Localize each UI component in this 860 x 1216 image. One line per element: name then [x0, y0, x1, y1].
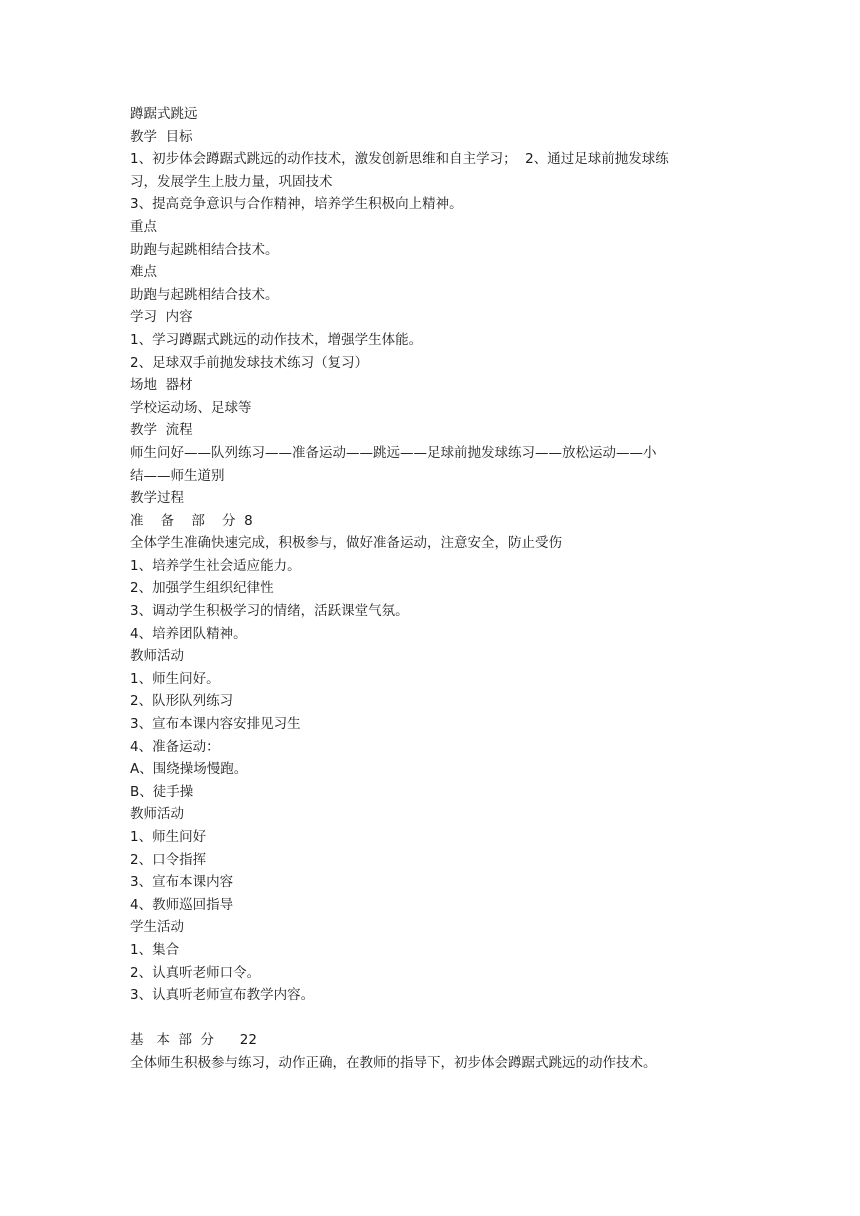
text-line: 2、口令指挥	[130, 851, 207, 868]
text-line: 1、学习蹲踞式跳远的动作技术，增强学生体能。	[130, 331, 423, 348]
text-line: 全体学生准确快速完成，积极参与，做好准备运动，注意安全，防止受伤	[130, 535, 562, 552]
text-line: 师生问好——队列练习——准备运动——跳远——足球前抛发球练习——放松运动——小	[130, 444, 657, 461]
text-line: 3、认真听老师宣布教学内容。	[130, 987, 315, 1004]
section-heading-flow: 教学 流程	[130, 422, 193, 439]
section-heading-key-point: 重点	[130, 218, 157, 235]
text-line: 1、培养学生社会适应能力。	[130, 557, 301, 574]
section-heading-student-activity: 学生活动	[130, 919, 184, 936]
section-heading-difficulty: 难点	[130, 264, 157, 281]
blank-line	[130, 1007, 740, 1030]
text-line: 结——师生道别	[130, 467, 225, 484]
text-line: 2、认真听老师口令。	[130, 964, 261, 981]
section-heading-venue: 场地 器材	[130, 377, 193, 394]
section-heading-basic: 基 本 部 分 22	[130, 1032, 257, 1049]
text-line: 3、宣布本课内容安排见习生	[130, 716, 301, 733]
section-heading-process: 教学过程	[130, 490, 184, 507]
doc-title: 蹲踞式跳远	[130, 106, 198, 122]
text-line: 4、培养团队精神。	[130, 625, 247, 642]
text-line: 1、初步体会蹲踞式跳远的动作技术，激发创新思维和自主学习； 2、通过足球前抛发球练	[130, 151, 669, 168]
section-heading-preparation: 准 备 部 分 8	[130, 512, 253, 529]
section-heading-objectives: 教学 目标	[130, 128, 193, 145]
text-line: 1、集合	[130, 941, 180, 958]
text-line: B、徒手操	[130, 783, 194, 800]
section-heading-teacher-activity: 教师活动	[130, 648, 184, 665]
section-heading-content: 学习 内容	[130, 309, 193, 326]
text-line: A、围绕操场慢跑。	[130, 761, 248, 778]
text-line: 3、提高竞争意识与合作精神，培养学生积极向上精神。	[130, 196, 463, 213]
text-line: 2、加强学生组织纪律性	[130, 580, 274, 597]
document-body	[130, 103, 740, 1075]
text-line: 助跑与起跳相结合技术。	[130, 241, 279, 258]
text-line: 3、宣布本课内容	[130, 874, 234, 891]
text-line: 1、师生问好	[130, 829, 207, 845]
text-line: 1、师生问好。	[130, 670, 220, 687]
section-heading-teacher-activity: 教师活动	[130, 806, 184, 823]
text-line: 4、准备运动：	[130, 738, 220, 755]
text-line: 4、教师巡回指导	[130, 896, 234, 913]
text-line: 2、足球双手前抛发球技术练习（复习）	[130, 354, 369, 371]
text-line: 全体师生积极参与练习，动作正确，在教师的指导下，初步体会蹲踞式跳远的动作技术。	[130, 1054, 657, 1071]
text-line: 学校运动场、足球等	[130, 399, 252, 416]
text-line: 3、调动学生积极学习的情绪，活跃课堂气氛。	[130, 603, 409, 620]
text-line: 助跑与起跳相结合技术。	[130, 286, 279, 303]
text-line: 2、队形队列练习	[130, 693, 234, 710]
text-line: 习，发展学生上肢力量，巩固技术	[130, 173, 333, 190]
